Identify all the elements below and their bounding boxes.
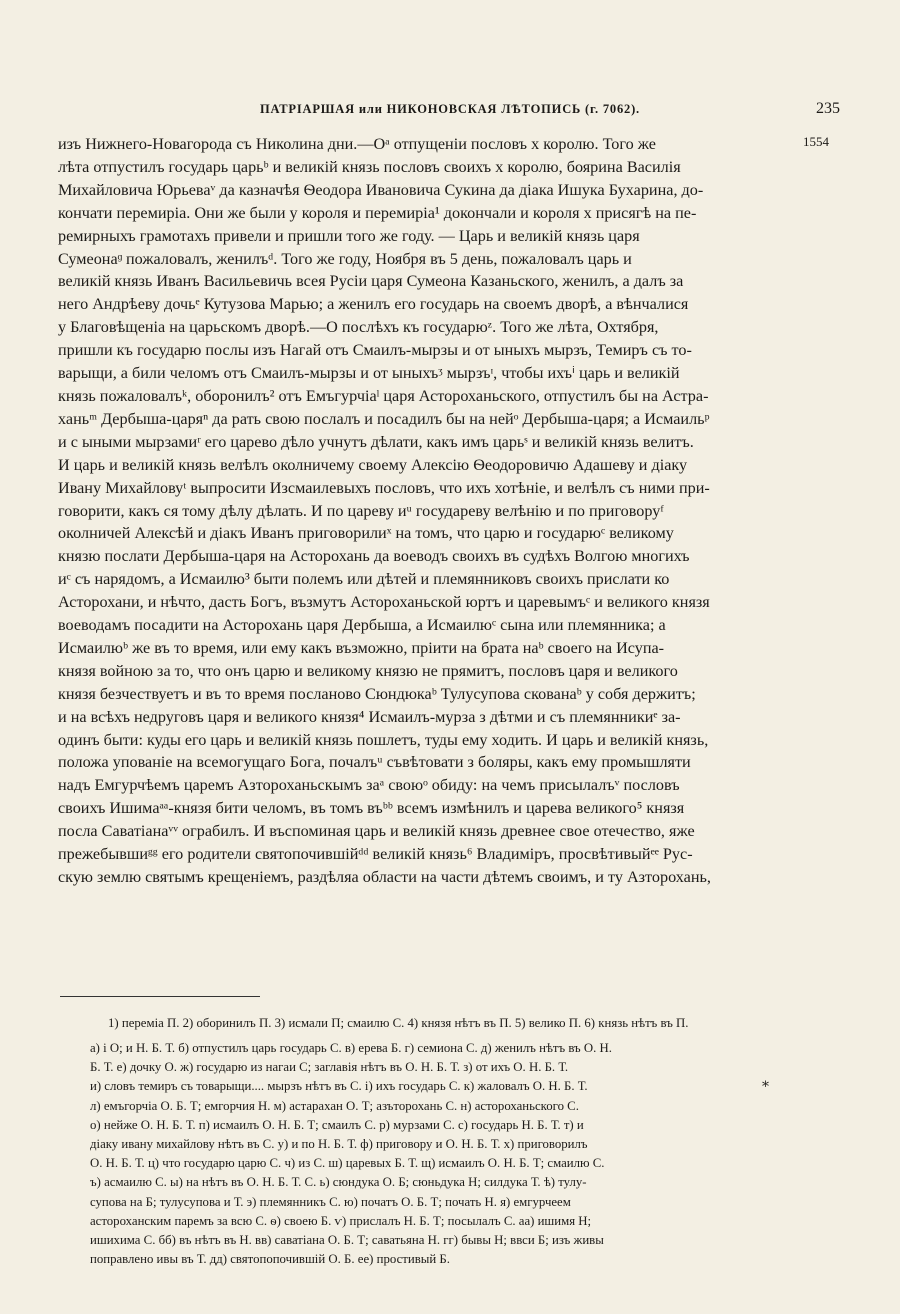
numbered-footnotes: 1) переміа П. 2) оборинилъ П. 3) исмали П; смаилю С. 4) князя нѣтъ въ П. 5) велико П. 6) князь нѣтъ въ П. [108,1016,689,1030]
running-title: ПАТРІАРШАЯ или НИКОНОВСКАЯ ЛѢТОПИСЬ (г. 7062). [260,102,640,116]
margin-year: 1554 [803,134,829,149]
signature-mark: * [762,1079,769,1095]
lettered-footnotes: а) і О; и Н. Б. Т. б) отпустилъ царь государь С. в) ерева Б. г) семиона С. д) женилъ нѣтъ въ О. Н. Б. Т. е) дочку О. ж) государю из нагаи С; заглавія нѣтъ въ О. Н. Б. Т. з) от ихъ О. Н. Б. Т. и) словъ темиръ съ товарыщи.... мырзъ нѣтъ въ С. і) ихъ государь С. к) жаловалъ О. Н. Б. Т. л) емъгорчіа О. Б. Т; емгорчия Н. м) астарахан О. Т; азъторохань С. н) астороханьского С. о) нейже О. Н. Б. Т. п) исмаилъ О. Н. Б. Т; смаилъ С. р) мурзами С. с) государь Н. Б. Т. т) и діаку ивану михайлову нѣтъ въ С. у) и по Н. Б. Т. ф) приговору и О. Н. Б. Т. х) приговорилъ О. Н. Б. Т. ц) что государю царю С. ч) из С. ш) царевых Б. Т. щ) исмаилъ О. Н. Б. Т; смаилю С. ъ) асмаилю С. ы) на нѣтъ въ О. Н. Б. Т. С. ь) сюндука О. Б; сюньдука Н; силдука Т. ѣ) тулу- супова на Б; тулусупова и Т. э) племянникъ С. ю) початъ О. Б. Т; почать Н. я) емгурчеем астороханским паремъ за всю С. ѳ) своею Б. ѵ) прислалъ Н. Б. Т; посылалъ С. аа) ишимя Н; ишихима С. бб) въ нѣтъ въ Н. вв) саватіана О. Б. Т; саватьяна Н. гг) бывы Н; ввси Б; изъ живы поправлено ивы въ Т. дд) святопопочившій О. Б. ее) простивый Б. [90,1041,612,1267]
running-header [60,100,840,124]
main-text: изъ Нижнего-Новагорода съ Николина дни.—Оᵃ отпущеніи пословъ х королю. Того же лѣта отпустилъ государь царьᵇ и великій князь пословъ своихъ х королю, боярина Василія Михайловича Юрьеваᵛ да казначѣя Ѳеодора Ивановича Сукина да діака Ишука Бухарина, до- кончати перемиріа. Они же были у короля и перемиріа¹ докончали и короля х присягѣ на пе- ремирныхъ грамотахъ привели и пришли того же году. — Царь и великій князь царя Сумеонаᶢ пожаловалъ, женилъᵈ. Того же году, Ноября въ 5 день, пожаловалъ царь и великій князь Иванъ Васильевичь всея Русіи царя Сумеона Казаньского, женилъ, а далъ за него Андрѣеву дочьᵉ Кутузова Марью; а женилъ его государь на своемъ дворѣ, а вѣнчалися у Благовѣщеніа на царьскомъ дворѣ.—О послѣхъ къ государюᶻ. Того же лѣта, Охтября, пришли къ государю послы изъ Нагай отъ Смаилъ-мырзы и от ыныхъ мырзъ, Темиръ съ то- варыщи, а били челомъ отъ Смаилъ-мырзы и от ыныхъᶾ мырзъᶦ, чтобы ихъⁱ царь и великій князь пожаловалъᵏ, оборонилъ² отъ Емъгурчіаˡ царя Астороханьского, отпустилъ бы на Астра- ханьᵐ Дербыша-царяⁿ да рать свою послалъ и посадилъ бы на нейᵒ Дербыша-царя; а Исмаильᵖ и с ыными мырзамиʳ его царево дѣло учнутъ дѣлати, какъ имъ царьˢ и великій князь велитъ. И царь и великій князь велѣлъ околничему своему Алексію Ѳеодоровичю Адашеву и діаку Ивану Михайловуᵗ выпросити Изсмаилевыхъ пословъ, что ихъ хотѣніе, и велѣлъ съ ними при- говорити, какъ ся тому дѣлу дѣлать. И по цареву иᵘ государеву велѣнію и по приговоруᶠ околничей Алексѣй и діакъ Иванъ приговорилиˣ на томъ, что царю и государюᶜ великому князю послати Дербыша-царя на Асторохань да воеводъ своихъ въ судѣхъ Волгою многихъ иᶜ съ нарядомъ, а Исмаилю³ быти полемъ или дѣтей и племянниковъ своихъ прислати ко Асторохани, и нѣчто, дасть Богъ, възмутъ Астороханьской юртъ и царевымъᶜ и великого князя воеводамъ посадити на Асторохань царя Дербыша, а Исмаилюᶜ сына или племянника; а Исмаилюᵇ же въ то время, или ему какъ възможно, пріити на брата наᵇ своего на Исупа- князя войною за то, что онъ царю и великому князю не прямитъ, пословъ царя и великого князя безчествуетъ и въ то время посланово Сюндюкаᵇ Тулусупова скованаᵇ у собя держитъ; и на всѣхъ недруговъ царя и великого князя⁴ Исмаилъ-мурза з дѣтми и съ племянникиᵉ за- одинъ быти: куды его царь и великій князь пошлетъ, туды ему ходить. И царь и великій князь, положа упованіе на всемогущаго Бога, почалъᵘ съвѣтовати з боляры, какъ ему промышляти надъ Емгурчѣемъ царемъ Азтороханьскымъ заᵃ своюᵒ обиду: на чемъ присылалъᵛ пословъ своихъ Ишимаᵃᵃ-князя бити челомъ, въ томъ въᵇᵇ всемъ измѣнилъ и царева великого⁵ князя посла Саватіанаᵛᵛ ограбилъ. И въспоминая царь и великій князь древнее свое отечество, яже прежебывшиᵍᵍ его родители святопочившійᵈᵈ великій князь⁶ Владиміръ, просвѣтивыйᵉᵉ Рус- скую землю святымъ крещеніемъ, раздѣляа области на части дѣтемъ своимъ, и ту Азторохань, [58,135,711,886]
page-number: 235 [816,100,840,117]
footnote-separator [60,996,260,997]
